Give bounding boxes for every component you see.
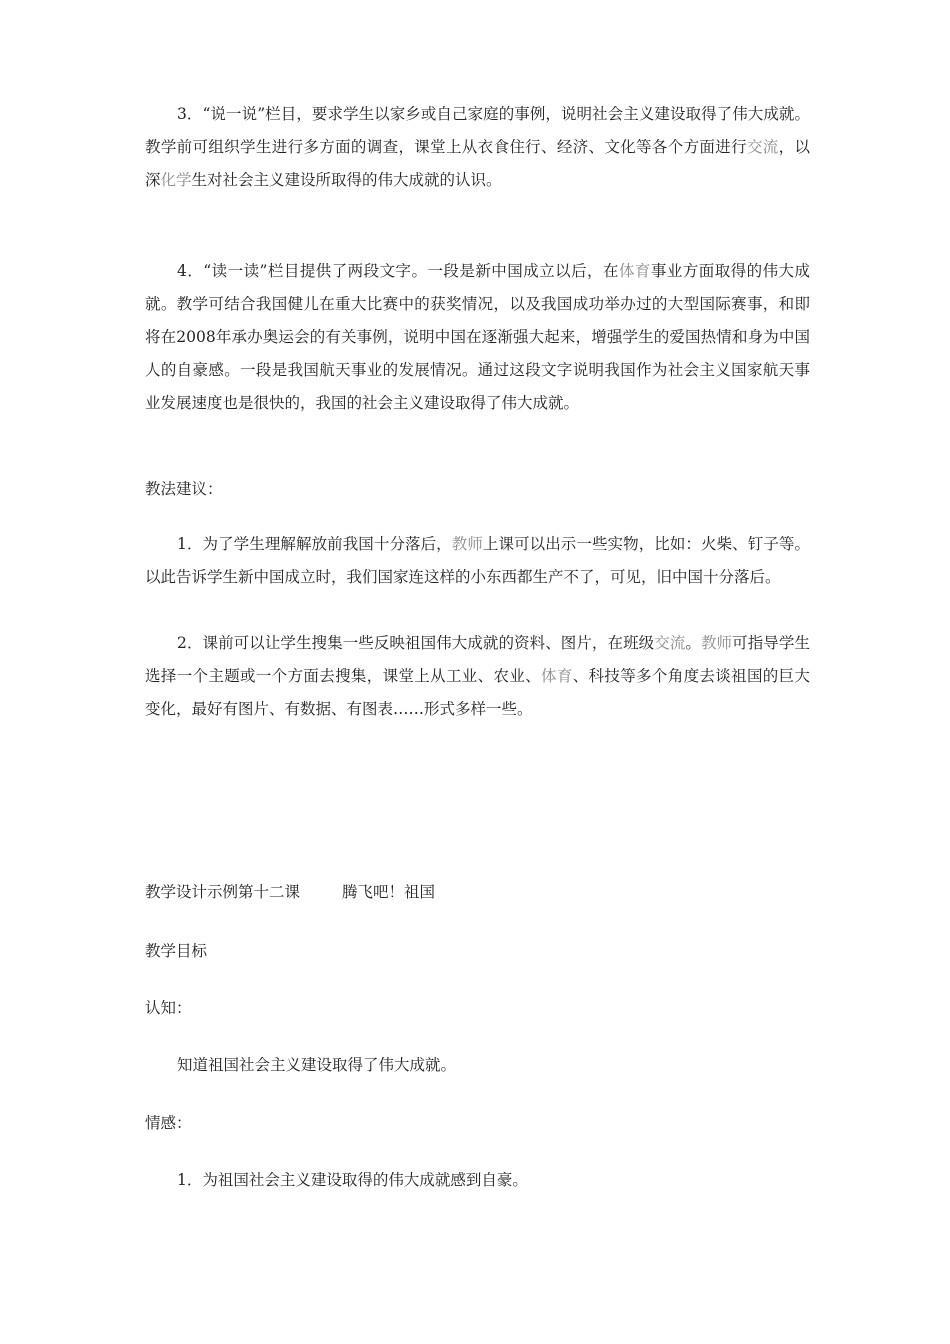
paragraph-text: 2．课前可以让学生搜集一些反映祖国伟大成就的资料、图片，在班级 [177, 634, 655, 652]
paragraph-text: 。 [685, 634, 701, 652]
method-heading: 教法建议： [145, 480, 223, 498]
paragraph-read-section [145, 255, 810, 420]
link-jiaoliu[interactable]: 交流 [746, 138, 779, 156]
objectives-heading: 教学目标 [145, 942, 208, 960]
paragraph-text: 1．为了学生理解解放前我国十分落后， [177, 535, 452, 553]
link-jiaoshi[interactable]: 教师 [451, 535, 483, 553]
paragraph-say-section [145, 98, 810, 197]
emotion-item-1: 1．为祖国社会主义建设取得的伟大成就感到自豪。 [177, 1171, 528, 1189]
paragraph-text: 事业方面取得的伟大成就。教学可结合我国健儿在重大比赛中的获奖情况，以及我国成功举办过的大型国际赛事，和即将在2008年承办奥运会的有关事例，说明中国在逐渐强大起来，增强学生的爱国热情和身为中国人的自豪感。一段是我国航天事业的发展情况。通过这段文字说明我国作为社会主义国家航天事业发展速度也是很快的，我国的社会主义建设取得了伟大成就。 [145, 262, 810, 412]
paragraph-text: 生对社会主义建设所取得的伟大成就的认识。 [191, 171, 502, 189]
cognition-label: 认知： [145, 999, 192, 1017]
paragraph-text: 3．“说一说”栏目，要求学生以家乡或自己家庭的事例，说明社会主义建设取得了伟大成就。教学前可组织学生进行多方面的调查，课堂上从衣食住行、经济、文化等各个方面进行 [145, 105, 810, 156]
emotion-label: 情感： [145, 1114, 192, 1132]
lesson-title [145, 880, 435, 904]
link-jiaoliu[interactable]: 交流 [654, 634, 686, 652]
link-jiaoshi[interactable]: 教师 [700, 634, 733, 652]
paragraph-text: 上课可以出示一些实物，比如：火柴、钉子等。以此告诉学生新中国成立时，我们国家连这样的小东西都生产不了，可见，旧中国十分落后。 [145, 535, 810, 586]
link-tiyu[interactable]: 体育 [618, 262, 651, 280]
paragraph-text: 4．“读一读”栏目提供了两段文字。一段是新中国成立以后，在 [177, 262, 619, 280]
cognition-text: 知道祖国社会主义建设取得了伟大成就。 [177, 1056, 457, 1074]
link-huaxue[interactable]: 化学 [160, 171, 192, 189]
paragraph-text: ，以深 [145, 138, 810, 189]
link-tiyu[interactable]: 体育 [541, 667, 573, 685]
paragraph-text: 、科技等多个角度去谈祖国的巨大变化，最好有图片、有数据、有图表……形式多样一些。 [145, 667, 810, 718]
lesson-title-name: 腾飞吧！祖国 [342, 883, 436, 901]
paragraph-text: 可指导学生选择一个主题或一个方面去搜集，课堂上从工业、农业、 [145, 634, 810, 685]
lesson-title-number: 教学设计示例第十二课 [145, 883, 301, 901]
method-item-1 [145, 528, 810, 594]
method-item-2 [145, 627, 810, 726]
